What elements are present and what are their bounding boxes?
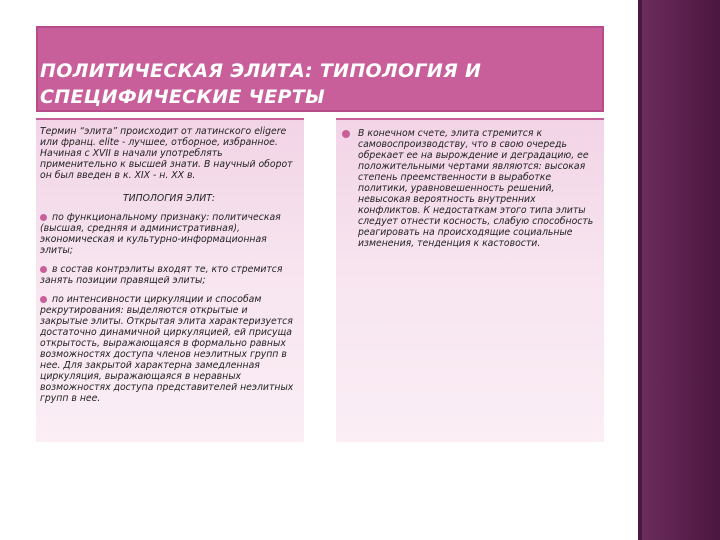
bullet-icon — [40, 266, 47, 273]
right-paragraph: В конечном счете, элита стремится к самовоспроизводству, что в свою очередь обрекает ее на вырождение и деградацию, ее положительными чертами являются: высокая степень преемственности в выработке политики, уравновешенность решений, невысокая вероятность внутренних конфликтов. К недостаткам этого типа элиты следует отнести косность, слабую способность реагировать на происходящие социальные изменения, тенденция к кастовости. — [358, 128, 594, 249]
list-item — [40, 294, 298, 404]
bullet-icon — [40, 214, 47, 221]
bullet-icon — [40, 296, 47, 303]
title-banner — [36, 26, 604, 112]
bullet-icon — [342, 130, 350, 138]
intro-paragraph: Термин “элита” происходит от латинского eligere или франц. elite - лучшее, отборное, избранное. Начиная с XVII в начали употреблять применительно к высшей знати. В научный оборот он был введен в к. XIX - н. XX в. — [40, 126, 293, 181]
typology-subheading: ТИПОЛОГИЯ ЭЛИТ: — [122, 193, 216, 204]
list-item-text: по функциональному признаку: политическая (высшая, средняя и административная), экономическая и культурно-информационная элиты; — [40, 212, 281, 256]
list-item-text: по интенсивности циркуляции и способам рекрутирования: выделяются открытые и закрытые элиты. Открытая элита характеризуется достаточно динамичной циркуляцией, ей присуща открытость, выражающаяся в формально равных возможностях доступа членов неэлитных групп в нее. Для закрытой характерна замедленная циркуляция, выражающаяся в неравных возможностях доступа представителей неэлитных групп в нее. — [40, 294, 294, 404]
left-content-panel — [36, 118, 304, 442]
list-item — [40, 212, 298, 256]
list-item — [40, 264, 298, 286]
list-item-text: в состав контрэлиты входят те, кто стремится занять позиции правящей элиты; — [40, 264, 283, 286]
side-decoration-line — [638, 0, 642, 540]
right-text-block — [358, 128, 598, 249]
right-content-panel — [336, 118, 604, 442]
side-decoration-band — [642, 0, 720, 540]
left-text-block — [40, 126, 298, 404]
slide-title: ПОЛИТИЧЕСКАЯ ЭЛИТА: ТИПОЛОГИЯ И СПЕЦИФИЧЕСКИЕ ЧЕРТЫ — [40, 60, 482, 108]
